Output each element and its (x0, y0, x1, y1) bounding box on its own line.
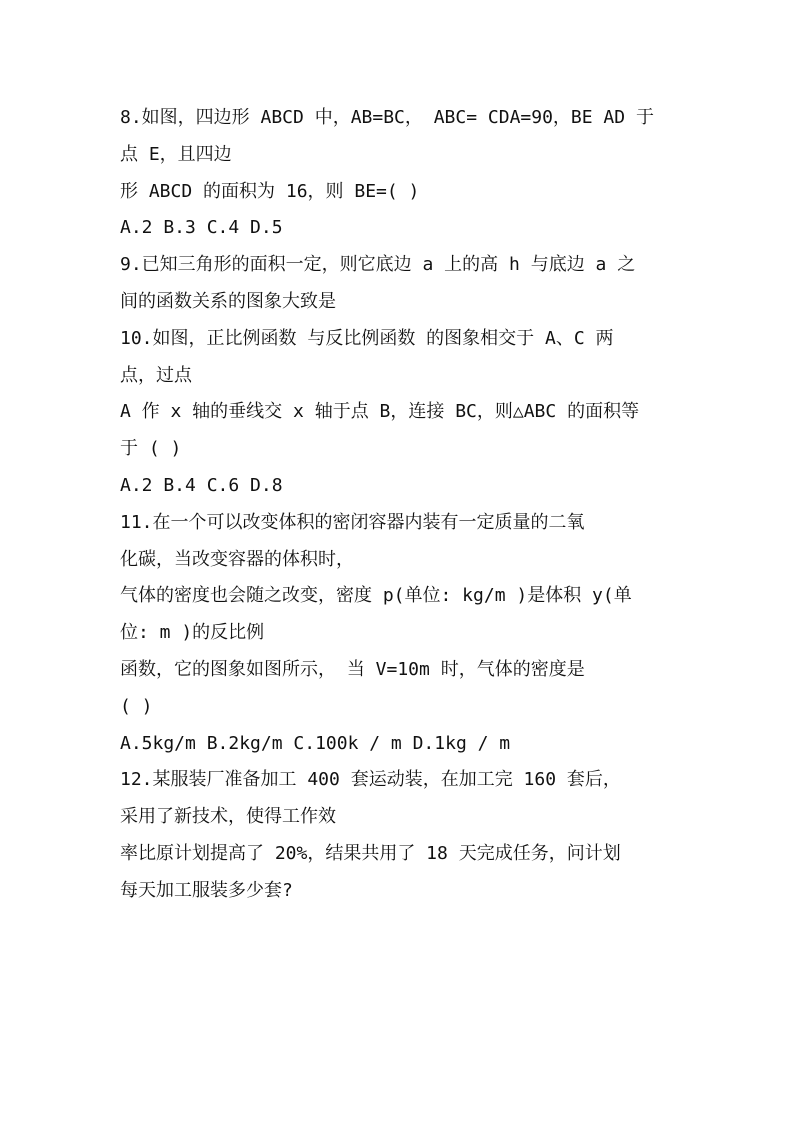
text-line-3: 形 ABCD 的面积为 16，则 BE=( ) (120, 180, 420, 202)
text-line-9: A 作 x 轴的垂线交 x 轴于点 B，连接 BC，则△ABC 的面积等 (120, 401, 640, 423)
text-line-2: 点 E，且四边 (120, 143, 232, 165)
text-line-18: A.5kg/m B.2kg/m C.100k / m D.1kg / m (120, 732, 511, 754)
text-line-12: 11.在一个可以改变体积的密闭容器内装有一定质量的二氧 (120, 511, 585, 533)
text-line-22: 每天加工服装多少套? (120, 879, 293, 901)
text-line-7: 10.如图，正比例函数 与反比例函数 的图象相交于 A、C 两 (120, 327, 614, 349)
document-body (120, 100, 680, 910)
text-line-11: A.2 B.4 C.6 D.8 (120, 474, 283, 496)
text-line-17: ( ) (120, 695, 153, 717)
text-line-15: 位: m )的反比例 (120, 622, 265, 644)
text-line-1: 8.如图，四边形 ABCD 中，AB=BC， ABC= CDA=90，BE AD 于 (120, 107, 654, 128)
text-line-21: 率比原计划提高了 20%，结果共用了 18 天完成任务，问计划 (120, 842, 621, 864)
text-line-16: 函数，它的图象如图所示， 当 V=10m 时，气体的密度是 (120, 658, 585, 680)
text-line-13: 化碳，当改变容器的体积时， (120, 548, 354, 570)
text-line-19: 12.某服装厂准备加工 400 套运动装，在加工完 160 套后， (120, 769, 621, 791)
text-line-14: 气体的密度也会随之改变，密度 p(单位: kg/m )是体积 y(单 (120, 585, 632, 607)
text-line-4: A.2 B.3 C.4 D.5 (120, 217, 283, 239)
text-line-6: 间的函数关系的图象大致是 (120, 290, 336, 312)
text-line-5: 9.已知三角形的面积一定，则它底边 a 上的高 h 与底边 a 之 (120, 254, 636, 276)
text-line-10: 于 ( ) (120, 438, 182, 460)
text-line-20: 采用了新技术，使得工作效 (120, 806, 336, 828)
text-line-8: 点，过点 (120, 364, 192, 386)
